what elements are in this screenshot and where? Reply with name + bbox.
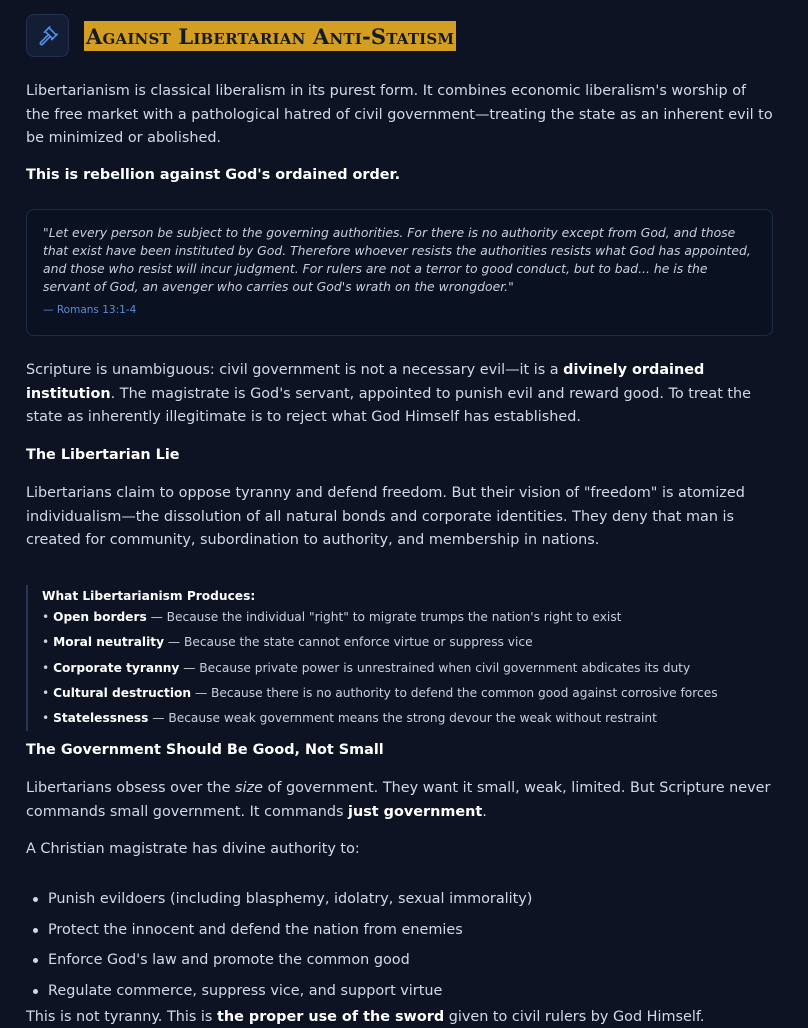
list-item-text: Regulate commerce, suppress vice, and support virtue <box>48 983 443 1000</box>
closing-bold: the proper use of the sword <box>217 1009 445 1025</box>
item-desc: — Because the state cannot enforce virtue or suppress vice <box>164 635 533 650</box>
authority-list <box>26 888 532 1011</box>
gov-text: Libertarians obsess over the <box>26 780 236 796</box>
item-desc: — Because the individual "right" to migrate trumps the nation's right to exist <box>146 610 622 624</box>
list-item: • Statelessness — Because weak government means the strong devour the weak without restraint <box>42 711 657 726</box>
item-term: Corporate tyranny <box>53 660 180 675</box>
intro-paragraph: Libertarianism is classical liberalism in its purest form. It combines economic liberalism's worship of the free market with a pathological hatred of civil government—treating the state as an inherent evil to be minimized or abolished. <box>26 83 773 146</box>
intro-bold-line: This is rebellion against God's ordained order. <box>26 167 401 183</box>
item-desc: — Because weak government means the strong devour the weak without restraint <box>148 711 657 726</box>
lie-paragraph: Libertarians claim to oppose tyranny and defend freedom. But their vision of "freedom" is atomized individualism—the dissolution of all natural bonds and corporate identities. They deny that man is created for community, subordination to authority, and membership in nations. <box>26 485 745 548</box>
article <box>26 13 774 1025</box>
list-item-text: Punish evildoers (including blasphemy, idolatry, sexual immorality) <box>48 891 533 907</box>
section-header <box>26 13 774 58</box>
item-desc: — Because private power is unrestrained when civil government abdicates its duty <box>179 660 691 675</box>
list-item-text: Enforce God's law and promote the common good <box>48 952 410 969</box>
gov-heading: The Government Should Be Good, Not Small <box>26 742 384 758</box>
item-term: Open borders <box>53 610 147 624</box>
closing-text: This is not tyranny. This is <box>26 1009 217 1025</box>
title-highlight <box>84 21 456 51</box>
gov-bold: just government <box>348 803 483 820</box>
bullet-icon <box>33 958 38 963</box>
closing-paragraph <box>26 1006 704 1028</box>
gov-paragraph <box>26 777 774 824</box>
list-item <box>26 888 532 912</box>
list-item: • Cultural destruction — Because there is no authority to defend the common good against corrosive forces <box>42 685 718 700</box>
gov-text-end: . <box>482 803 487 820</box>
list-item: • Open borders — Because the individual "right" to migrate trumps the nation's right to exist <box>42 610 622 624</box>
scripture-para-text: Scripture is unambiguous: civil government is not a necessary evil—it is a <box>26 362 564 378</box>
list-item: • Corporate tyranny — Because private power is unrestrained when civil government abdicates its duty <box>42 660 691 675</box>
list-item: • Moral neutrality — Because the state cannot enforce virtue or suppress vice <box>42 635 533 650</box>
item-desc: — Because there is no authority to defend the common good against corrosive forces <box>191 685 718 700</box>
scripture-para-text-end: . The magistrate is God's servant, appointed to punish evil and reward good. To treat the state as inherently illegitimate is to reject what God Himself has established. <box>26 385 752 425</box>
list-item <box>26 919 532 943</box>
item-term: Cultural destruction <box>53 685 192 700</box>
quote-text: "Let every person be subject to the governing authorities. For there is no authority except from God, and those that exist have been instituted by God. Therefore whoever resists the authorities resists what God has appointed, and those who resist will incur judgment. For rulers are not a terror to good conduct, but to bad... he is the servant of God, an avenger who carries out God's wrath on the wrongdoer." <box>43 225 751 294</box>
authority-intro: A Christian magistrate has divine authority to: <box>26 841 360 857</box>
list-item <box>26 949 532 973</box>
bullet-icon <box>33 989 38 994</box>
gov-italic: size <box>235 780 263 796</box>
bullet-icon <box>33 928 38 933</box>
list-item <box>26 980 532 1004</box>
gavel-icon <box>26 14 69 57</box>
list-item-text: Protect the innocent and defend the nation from enemies <box>48 921 463 938</box>
bullet-icon <box>33 897 38 902</box>
item-term: Statelessness <box>53 711 149 726</box>
gov-text-mid: of government. They want it small, weak, limited. But Scripture never commands small government. It commands <box>26 780 771 820</box>
scripture-quote <box>26 209 773 336</box>
quote-citation: — Romans 13:1-4 <box>43 304 137 316</box>
closing-text-end: given to civil rulers by God Himself. <box>444 1009 705 1025</box>
scripture-paragraph <box>26 359 774 430</box>
produces-title: What Libertarianism Produces: <box>42 589 256 603</box>
produces-callout <box>26 585 774 731</box>
lie-heading: The Libertarian Lie <box>26 447 180 463</box>
scripture-para-bold: divinely ordained institution <box>26 362 705 402</box>
item-term: Moral neutrality <box>53 635 165 650</box>
page-title: Against Libertarian Anti-Statism <box>86 24 455 49</box>
